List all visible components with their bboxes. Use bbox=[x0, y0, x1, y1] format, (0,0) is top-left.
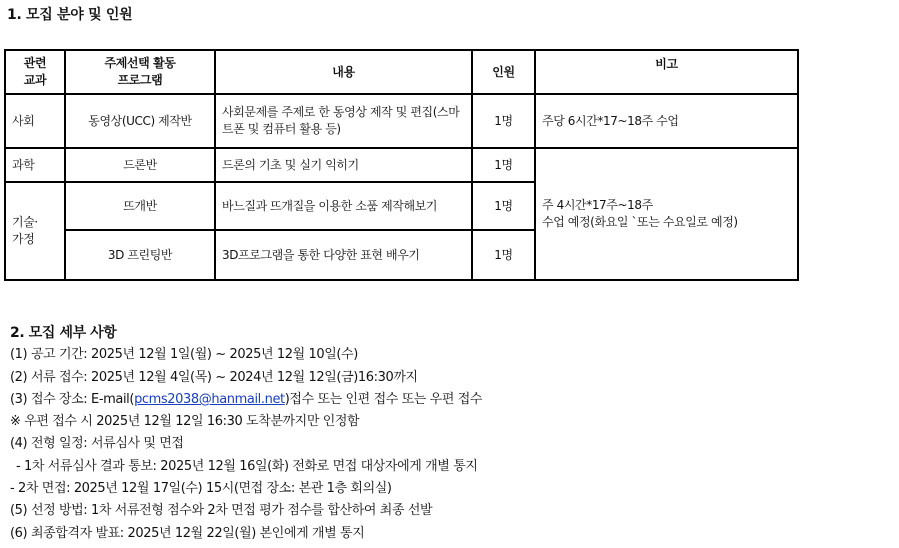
detail-line: - 2차 면접: 2025년 12월 17일(수) 15시(면접 장소: 본관 1층 회의실) bbox=[10, 481, 392, 497]
detail-line: (2) 서류 접수: 2025년 12월 4일(목) ~ 2024년 12월 12일(금)16:30까지 bbox=[10, 369, 418, 385]
header-program-line1: 주제선택 활동 bbox=[104, 56, 176, 70]
note-line1: 주 4시간*17주~18주 bbox=[542, 198, 653, 212]
subject-line2: 가정 bbox=[12, 232, 35, 246]
cell-subject: 사회 bbox=[5, 94, 65, 148]
cell-content: 드론의 기초 및 실기 익히기 bbox=[215, 148, 472, 182]
detail-text: (3) 접수 장소: E-mail( bbox=[10, 391, 135, 407]
subject-line1: 기술· bbox=[12, 215, 38, 229]
header-subject-line2: 교과 bbox=[23, 73, 47, 87]
cell-program: 3D 프린팅반 bbox=[65, 230, 215, 280]
header-subject-line1: 관련 bbox=[23, 56, 47, 70]
section2 bbox=[10, 322, 482, 545]
detail-line: (5) 선정 방법: 1차 서류전형 점수와 2차 면접 평가 점수를 합산하여 최종 선발 bbox=[10, 503, 433, 519]
detail-line: ※ 우편 접수 시 2025년 12월 12일 16:30 도착분까지만 인정함 bbox=[10, 414, 360, 430]
cell-count: 1명 bbox=[472, 182, 535, 230]
table-header-row bbox=[5, 50, 798, 94]
detail-line-email bbox=[10, 389, 482, 411]
detail-text: )접수 또는 인편 접수 또는 우편 접수 bbox=[284, 391, 483, 407]
header-subject bbox=[5, 50, 65, 94]
cell-count: 1명 bbox=[472, 230, 535, 280]
table-row bbox=[5, 94, 798, 148]
header-program-line2: 프로그램 bbox=[117, 73, 163, 87]
cell-content: 3D프로그램을 통한 다양한 표현 배우기 bbox=[215, 230, 472, 280]
cell-subject: 과학 bbox=[5, 148, 65, 182]
cell-content: 바느질과 뜨개질을 이용한 소품 제작해보기 bbox=[215, 182, 472, 230]
note-line2: 수업 예정(화요일 `또는 수요일로 예정) bbox=[542, 215, 738, 229]
detail-line: - 1차 서류심사 결과 통보: 2025년 12월 16일(화) 전화로 면접 대상자에게 개별 통지 bbox=[16, 458, 478, 474]
cell-program: 동영상(UCC) 제작반 bbox=[65, 94, 215, 148]
email-link[interactable]: pcms2038@hanmail.net bbox=[134, 391, 285, 407]
header-program bbox=[65, 50, 215, 94]
cell-count: 1명 bbox=[472, 94, 535, 148]
cell-note: 주당 6시간*17~18주 수업 bbox=[535, 94, 798, 148]
section1-title: 1. 모집 분야 및 인원 bbox=[7, 7, 133, 23]
header-count: 인원 bbox=[472, 50, 535, 94]
detail-line: (4) 전형 일정: 서류심사 및 면접 bbox=[10, 436, 184, 452]
table-row bbox=[5, 148, 798, 182]
header-content: 내용 bbox=[215, 50, 472, 94]
section2-title: 2. 모집 세부 사항 bbox=[10, 325, 117, 341]
detail-line: (6) 최종합격자 발표: 2025년 12월 22일(월) 본인에게 개별 통지 bbox=[10, 525, 365, 541]
cell-content: 사회문제를 주제로 한 동영상 제작 및 편집(스마트폰 및 컴퓨터 활용 등) bbox=[215, 94, 472, 148]
detail-line: (1) 공고 기간: 2025년 12월 1일(월) ~ 2025년 12월 10일(수) bbox=[10, 347, 358, 363]
cell-program: 뜨개반 bbox=[65, 182, 215, 230]
cell-count: 1명 bbox=[472, 148, 535, 182]
cell-program: 드론반 bbox=[65, 148, 215, 182]
cell-subject-merged bbox=[5, 182, 65, 280]
recruitment-table bbox=[4, 49, 799, 281]
cell-note-merged bbox=[535, 148, 798, 280]
header-note: 비고 bbox=[535, 50, 798, 94]
